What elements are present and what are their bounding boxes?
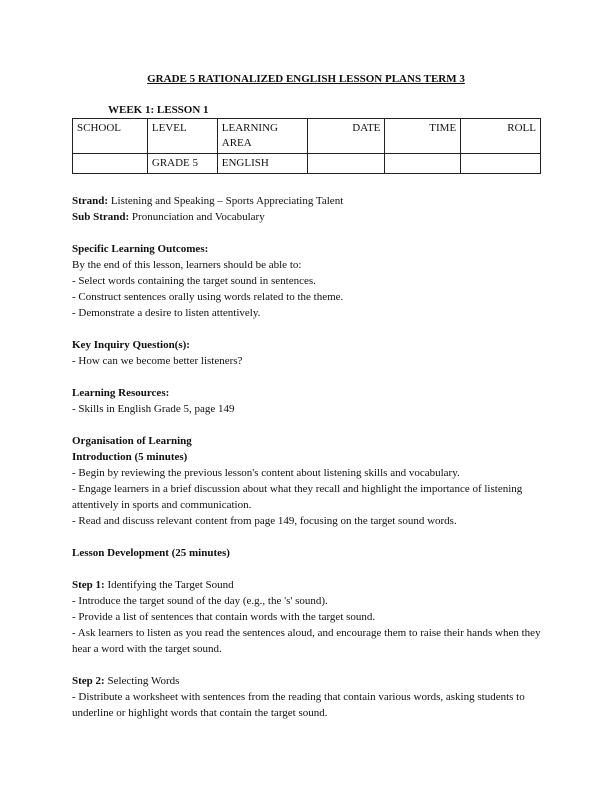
development-heading: Lesson Development (25 minutes) bbox=[72, 547, 230, 559]
outcomes-intro: By the end of this lesson, learners should be able to: bbox=[72, 259, 302, 271]
introduction-heading: Introduction (5 minutes) bbox=[72, 451, 188, 463]
cell-date bbox=[307, 154, 385, 174]
week-lesson-heading: WEEK 1: LESSON 1 bbox=[108, 104, 209, 116]
list-item: - Read and discuss relevant content from page 149, focusing on the target sound words. bbox=[72, 515, 457, 527]
header-roll: ROLL bbox=[461, 119, 541, 154]
list-item: - Provide a list of sentences that contain words with the target sound. bbox=[72, 611, 376, 623]
strand-value: Listening and Speaking – Sports Appreciating Talent bbox=[108, 195, 344, 207]
header-learning-area: LEARNING AREA bbox=[217, 119, 307, 154]
list-item: - Construct sentences orally using words related to the theme. bbox=[72, 291, 344, 303]
list-item: - Engage learners in a brief discussion about what they recall and highlight the importance of listening attentively in sports and communication. bbox=[72, 483, 523, 511]
cell-time bbox=[385, 154, 461, 174]
cell-school bbox=[73, 154, 148, 174]
sub-strand-label: Sub Strand: bbox=[72, 211, 130, 223]
list-item: - Distribute a worksheet with sentences from the reading that contain various words, asking students to underline or highlight words that contain the target sound. bbox=[72, 691, 525, 719]
list-item: - How can we become better listeners? bbox=[72, 355, 243, 367]
list-item: - Begin by reviewing the previous lesson's content about listening skills and vocabulary. bbox=[72, 467, 460, 479]
header-school: SCHOOL bbox=[73, 119, 148, 154]
list-item: - Select words containing the target sound in sentences. bbox=[72, 275, 316, 287]
cell-learning-area: ENGLISH bbox=[217, 154, 307, 174]
step2-line bbox=[72, 673, 542, 689]
list-item: - Skills in English Grade 5, page 149 bbox=[72, 403, 235, 415]
table-row bbox=[73, 154, 541, 174]
header-level: LEVEL bbox=[147, 119, 217, 154]
step2-label: Step 2: bbox=[72, 675, 105, 687]
lesson-body bbox=[72, 193, 542, 721]
step1-title: Identifying the Target Sound bbox=[104, 579, 234, 591]
header-date: DATE bbox=[307, 119, 385, 154]
list-item: - Introduce the target sound of the day (e.g., the 's' sound). bbox=[72, 595, 328, 607]
cell-roll bbox=[461, 154, 541, 174]
step2-title: Selecting Words bbox=[104, 675, 180, 687]
table-header-row bbox=[73, 119, 541, 154]
sub-strand-value: Pronunciation and Vocabulary bbox=[129, 211, 265, 223]
inquiry-heading: Key Inquiry Question(s): bbox=[72, 339, 190, 351]
list-item: - Ask learners to listen as you read the sentences aloud, and encourage them to raise their hands when they hear a word with the target sound. bbox=[72, 627, 541, 655]
organisation-heading: Organisation of Learning bbox=[72, 435, 192, 447]
strand-label: Strand: bbox=[72, 195, 109, 207]
step1-line bbox=[72, 577, 542, 593]
outcomes-heading: Specific Learning Outcomes: bbox=[72, 243, 209, 255]
document-title: GRADE 5 RATIONALIZED ENGLISH LESSON PLANS TERM 3 bbox=[147, 73, 465, 85]
resources-heading: Learning Resources: bbox=[72, 387, 170, 399]
list-item: - Demonstrate a desire to listen attentively. bbox=[72, 307, 261, 319]
cell-level: GRADE 5 bbox=[147, 154, 217, 174]
step1-label: Step 1: bbox=[72, 579, 105, 591]
lesson-info-table bbox=[72, 118, 541, 174]
header-time: TIME bbox=[385, 119, 461, 154]
sub-strand-line bbox=[72, 209, 542, 225]
strand-line bbox=[72, 193, 542, 209]
